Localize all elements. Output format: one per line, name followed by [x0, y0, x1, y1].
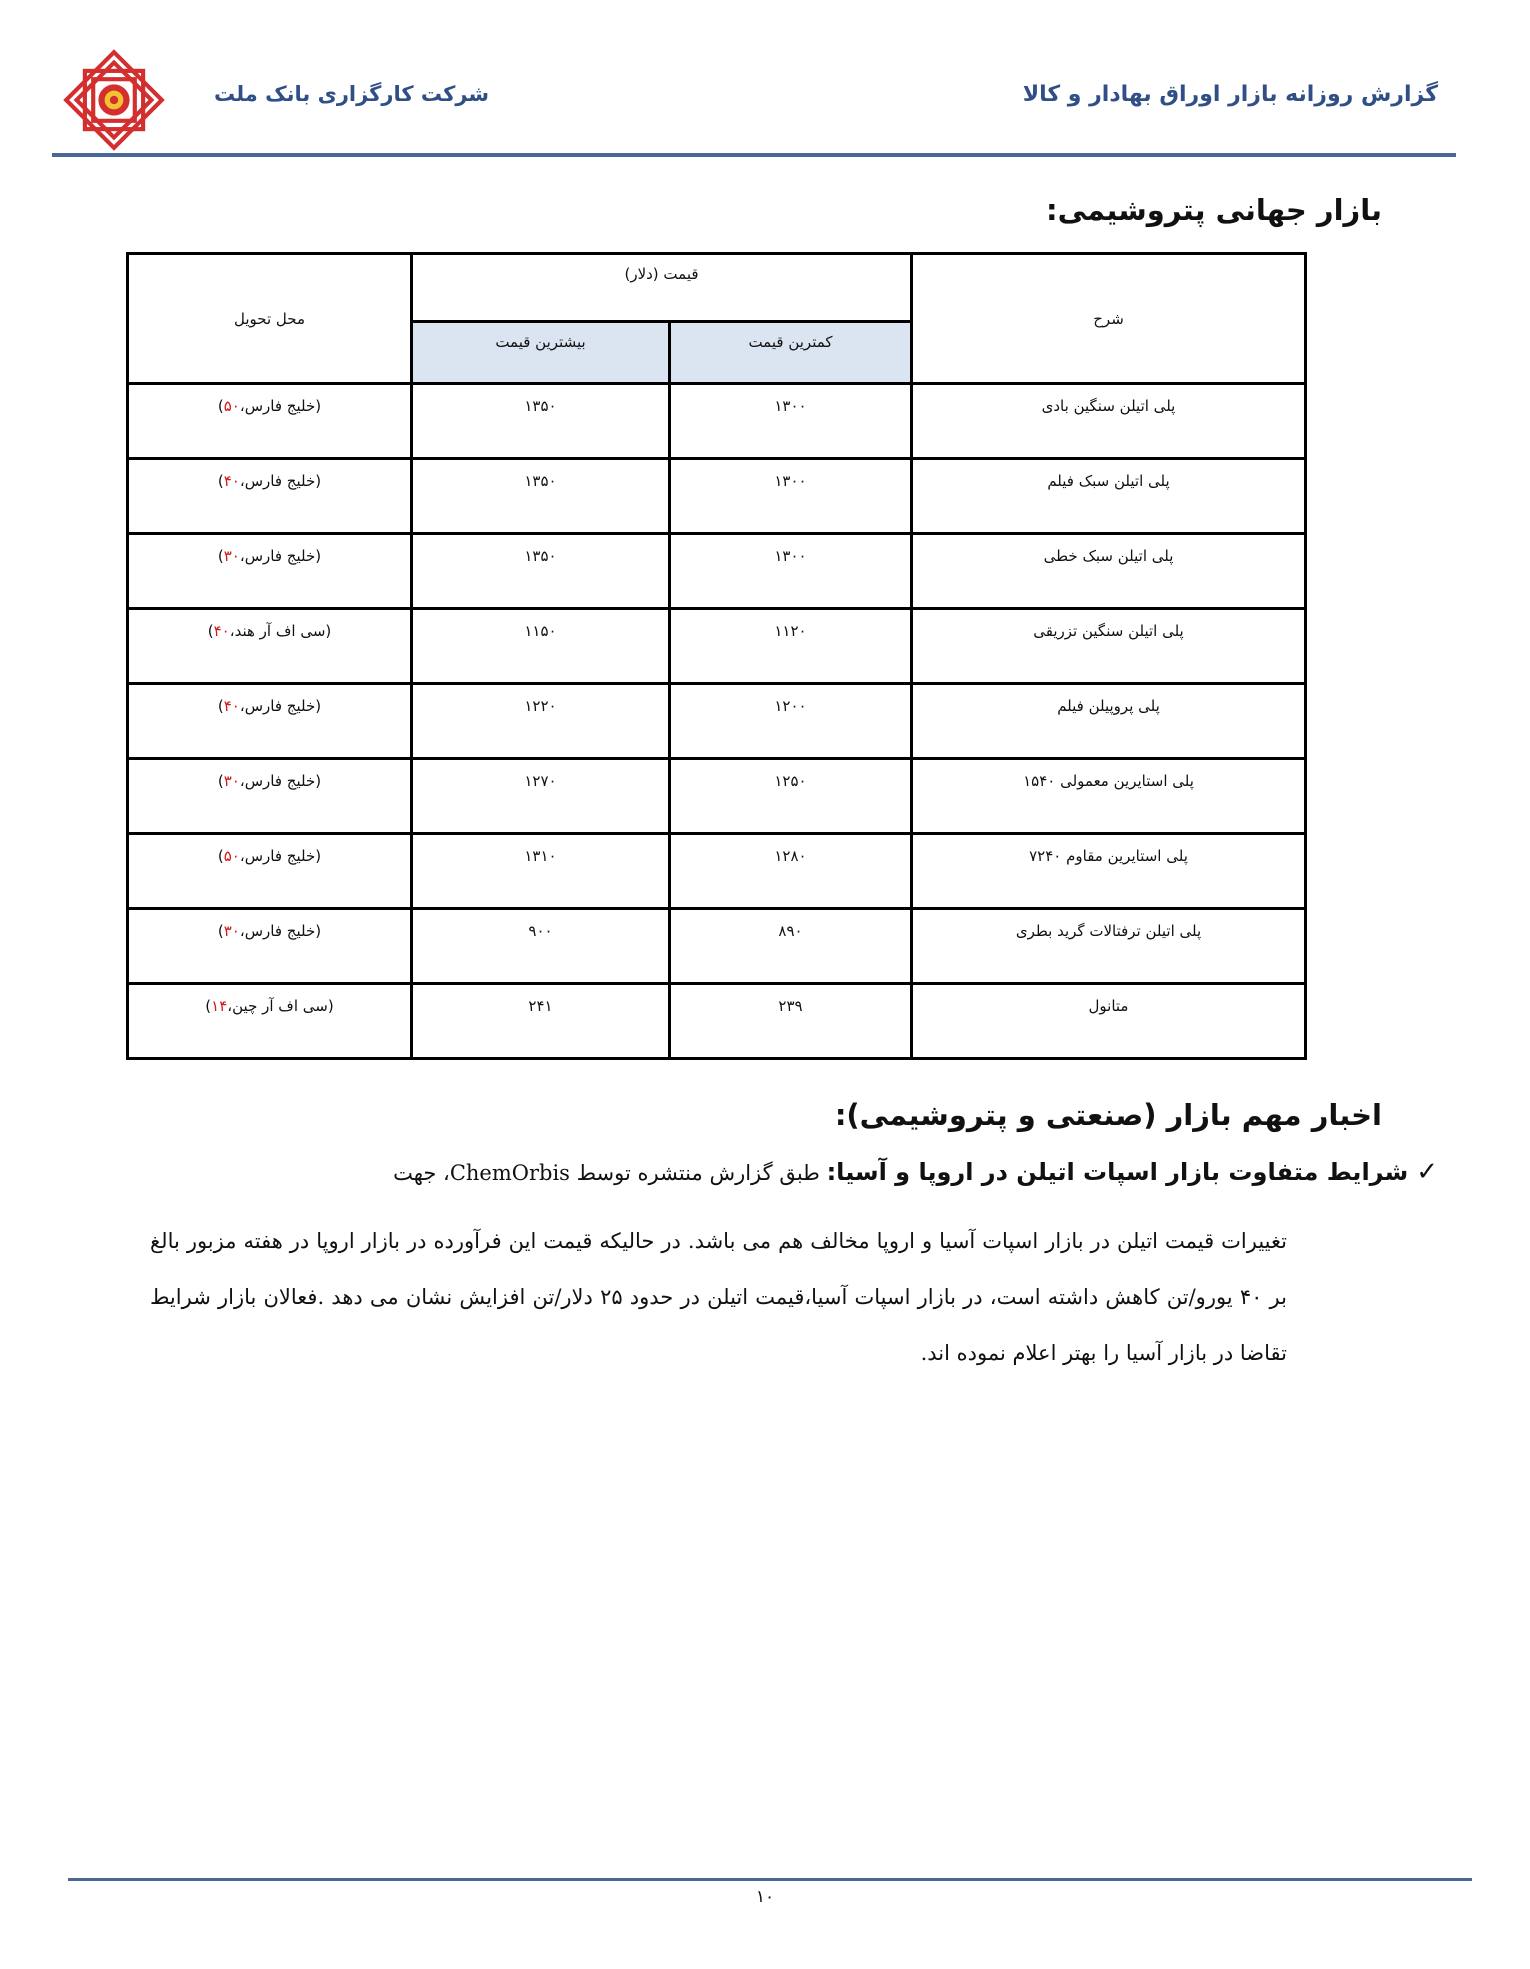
news-intro: طبق گزارش منتشره توسط ChemOrbis، جهت	[393, 1161, 820, 1185]
table-row	[128, 684, 1306, 759]
row-max-price: ۱۳۵۰	[412, 459, 670, 534]
row-min-price: ۱۲۸۰	[670, 834, 912, 909]
section-title-news: اخبار مهم بازار (صنعتی و پتروشیمی):	[834, 1098, 1382, 1132]
row-max-price: ۱۳۱۰	[412, 834, 670, 909]
row-description: پلی اتیلن ترفتالات گرید بطری	[912, 909, 1306, 984]
row-max-price: ۱۳۵۰	[412, 384, 670, 459]
row-description: پلی استایرین مقاوم ۷۲۴۰	[912, 834, 1306, 909]
row-min-price: ۱۳۰۰	[670, 384, 912, 459]
row-min-price: ۱۲۵۰	[670, 759, 912, 834]
row-delivery: (خلیج فارس،۳۰)	[128, 909, 412, 984]
row-delivery: (سی اف آر چین،۱۴)	[128, 984, 412, 1059]
company-name: شرکت کارگزاری بانک ملت	[214, 82, 490, 106]
page-number: ۱۰	[755, 1887, 775, 1907]
petrochem-price-table	[126, 252, 1307, 1060]
row-max-price: ۱۲۷۰	[412, 759, 670, 834]
company-logo-icon	[62, 48, 166, 152]
row-description: پلی اتیلن سبک خطی	[912, 534, 1306, 609]
delivery-number: ۱۴	[211, 997, 228, 1015]
row-min-price: ۱۱۲۰	[670, 609, 912, 684]
news-headline: شرایط متفاوت بازار اسپات اتیلن در اروپا و آسیا:	[826, 1158, 1409, 1186]
row-max-price: ۹۰۰	[412, 909, 670, 984]
row-description: پلی استایرین معمولی ۱۵۴۰	[912, 759, 1306, 834]
row-min-price: ۱۲۰۰	[670, 684, 912, 759]
row-delivery: (خلیج فارس،۴۰)	[128, 684, 412, 759]
section-title-petrochem: بازار جهانی پتروشیمی:	[1046, 193, 1382, 227]
row-delivery: (خلیج فارس،۳۰)	[128, 759, 412, 834]
delivery-number: ۳۰	[223, 922, 240, 940]
row-delivery: (خلیج فارس،۴۰)	[128, 459, 412, 534]
check-icon: ✓	[1416, 1157, 1438, 1187]
row-min-price: ۲۳۹	[670, 984, 912, 1059]
table-row	[128, 384, 1306, 459]
row-delivery: (خلیج فارس،۵۰)	[128, 834, 412, 909]
table-row	[128, 984, 1306, 1059]
row-min-price: ۱۳۰۰	[670, 459, 912, 534]
table-row	[128, 759, 1306, 834]
delivery-number: ۵۰	[223, 397, 240, 415]
header-min-price: کمترین قیمت	[670, 322, 912, 384]
row-delivery: (خلیج فارس،۵۰)	[128, 384, 412, 459]
delivery-number: ۴۰	[213, 622, 230, 640]
delivery-number: ۴۰	[223, 472, 240, 490]
row-max-price: ۱۲۲۰	[412, 684, 670, 759]
footer-divider	[68, 1878, 1472, 1881]
header-max-price: بیشترین قیمت	[412, 322, 670, 384]
row-description: پلی اتیلن سنگین بادی	[912, 384, 1306, 459]
row-description: پلی اتیلن سبک فیلم	[912, 459, 1306, 534]
table-row	[128, 609, 1306, 684]
row-description: پلی پروپیلن فیلم	[912, 684, 1306, 759]
row-delivery: (خلیج فارس،۳۰)	[128, 534, 412, 609]
delivery-number: ۵۰	[223, 847, 240, 865]
header-delivery: محل تحویل	[128, 254, 412, 384]
header-description: شرح	[912, 254, 1306, 384]
header-divider	[52, 153, 1456, 157]
header-price-group: قیمت (دلار)	[412, 254, 912, 322]
news-headline-line	[301, 1157, 1438, 1187]
row-min-price: ۸۹۰	[670, 909, 912, 984]
table-row	[128, 534, 1306, 609]
row-description: متانول	[912, 984, 1306, 1059]
delivery-number: ۳۰	[223, 772, 240, 790]
table-row	[128, 909, 1306, 984]
table-row	[128, 459, 1306, 534]
row-max-price: ۲۴۱	[412, 984, 670, 1059]
delivery-number: ۴۰	[223, 697, 240, 715]
row-description: پلی اتیلن سنگین تزریقی	[912, 609, 1306, 684]
delivery-number: ۳۰	[223, 547, 240, 565]
row-max-price: ۱۳۵۰	[412, 534, 670, 609]
row-max-price: ۱۱۵۰	[412, 609, 670, 684]
row-min-price: ۱۳۰۰	[670, 534, 912, 609]
news-body: تغییرات قیمت اتیلن در بازار اسپات آسیا و اروپا مخالف هم می باشد. در حالیکه قیمت این فرآورده در بازار اروپا در هفته مزبور بالغ بر ۴۰ یورو/تن کاهش داشته است، در بازار اسپات آسیا،قیمت اتیلن در حدود ۲۵ دلار/تن افزایش نشان می دهد .فعالان بازار شرایط تقاضا در بازار آسیا را بهتر اعلام نموده اند.	[150, 1229, 1287, 1365]
table-row	[128, 834, 1306, 909]
report-title: گزارش روزانه بازار اوراق بهادار و کالا	[1022, 82, 1438, 107]
row-delivery: (سی اف آر هند،۴۰)	[128, 609, 412, 684]
